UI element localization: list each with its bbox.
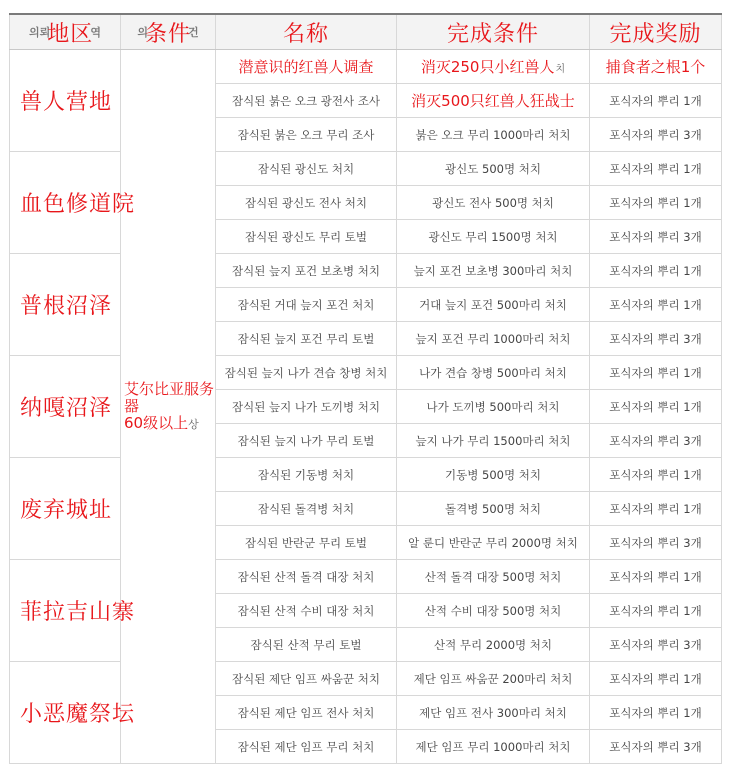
quest-name: 잠식된 돌격병 처치 <box>216 492 397 526</box>
quest-complete-condition: 산적 돌격 대장 500명 처치 <box>397 560 590 594</box>
quest-name: 잠식된 제단 임프 전사 처치 <box>216 696 397 730</box>
quest-reward: 포식자의 뿌리 1개 <box>590 288 722 322</box>
condition-server: 艾尔比亚服务器 <box>124 379 215 415</box>
quest-complete-text: 消灭250只小红兽人 <box>420 58 555 76</box>
quest-complete-condition: 거대 늪지 포건 500마리 처치 <box>397 288 590 322</box>
quest-reward: 捕食者之根1个 <box>590 50 722 84</box>
quest-complete-ko-tail: 치 <box>555 64 566 75</box>
quest-name: 잠식된 광신도 처치 <box>216 152 397 186</box>
quest-complete-condition: 나가 견습 창병 500마리 처치 <box>397 356 590 390</box>
condition-cell <box>121 50 216 764</box>
region-name: 兽人营地 <box>20 90 113 115</box>
quest-name: 잠식된 늪지 나가 도끼병 처치 <box>216 390 397 424</box>
table-row <box>10 662 722 696</box>
quest-reward: 포식자의 뿌리 3개 <box>590 118 722 152</box>
quest-complete-condition: 산적 수비 대장 500명 처치 <box>397 594 590 628</box>
region-name: 菲拉吉山寨 <box>20 600 136 625</box>
header-reward: 完成奖励 <box>590 14 722 50</box>
region-cell <box>10 458 121 560</box>
region-cell <box>10 254 121 356</box>
quest-complete-condition: 늪지 나가 무리 1500마리 처치 <box>397 424 590 458</box>
quest-complete-condition: 산적 무리 2000명 처치 <box>397 628 590 662</box>
quest-name: 잠식된 늪지 포건 무리 토벌 <box>216 322 397 356</box>
quest-name: 잠식된 산적 무리 토벌 <box>216 628 397 662</box>
region-name: 普根沼泽 <box>20 294 113 319</box>
table-row <box>10 356 722 390</box>
table-row <box>10 254 722 288</box>
quest-name: 잠식된 기동병 처치 <box>216 458 397 492</box>
header-region-ko-right: 역 <box>90 26 101 39</box>
region-cell <box>10 560 136 662</box>
region-cell <box>10 50 121 152</box>
quest-complete-condition: 알 룬디 반란군 무리 2000명 처치 <box>397 526 590 560</box>
quest-complete-condition <box>397 50 590 84</box>
header-name: 名称 <box>216 14 397 50</box>
quest-complete-condition <box>397 84 590 118</box>
condition-level <box>124 415 215 433</box>
table-row <box>10 50 722 84</box>
quest-body <box>10 50 722 764</box>
quest-complete-condition: 붉은 오크 무리 1000마리 처치 <box>397 118 590 152</box>
quest-name: 잠식된 늪지 나가 무리 토벌 <box>216 424 397 458</box>
condition-level-ko: 상 <box>188 417 199 431</box>
quest-complete-condition: 돌격병 500명 처치 <box>397 492 590 526</box>
region-name: 纳嘎沼泽 <box>20 396 113 421</box>
region-name: 废弃城址 <box>20 498 113 523</box>
quest-reward: 포식자의 뿌리 1개 <box>590 152 722 186</box>
header-condition-ko-left: 의 <box>137 26 148 39</box>
header-condition-ko-right: 건 <box>188 26 199 39</box>
quest-reward: 포식자의 뿌리 1개 <box>590 356 722 390</box>
table-row <box>10 152 722 186</box>
quest-reward: 포식자의 뿌리 1개 <box>590 458 722 492</box>
quest-complete-condition: 제단 임프 전사 300마리 처치 <box>397 696 590 730</box>
quest-reward: 포식자의 뿌리 3개 <box>590 730 722 764</box>
quest-name: 잠식된 거대 늪지 포건 처치 <box>216 288 397 322</box>
quest-reward: 포식자의 뿌리 1개 <box>590 696 722 730</box>
quest-name: 잠식된 광신도 전사 처치 <box>216 186 397 220</box>
quest-reward: 포식자의 뿌리 1개 <box>590 186 722 220</box>
header-region-label: 地区 <box>47 21 94 47</box>
region-cell <box>10 152 136 254</box>
quest-table <box>9 13 722 764</box>
quest-reward: 포식자의 뿌리 1개 <box>590 662 722 696</box>
quest-reward: 포식자의 뿌리 1개 <box>590 594 722 628</box>
quest-complete-condition: 제단 임프 무리 1000마리 처치 <box>397 730 590 764</box>
table-row <box>10 560 722 594</box>
quest-reward: 포식자의 뿌리 1개 <box>590 254 722 288</box>
quest-reward: 포식자의 뿌리 3개 <box>590 220 722 254</box>
quest-name: 잠식된 제단 임프 싸움꾼 처치 <box>216 662 397 696</box>
region-name: 血色修道院 <box>20 192 136 217</box>
quest-name: 잠식된 늪지 포건 보초병 처치 <box>216 254 397 288</box>
quest-complete-condition: 늪지 포건 무리 1000마리 처치 <box>397 322 590 356</box>
header-condition <box>121 14 216 50</box>
quest-complete-condition: 기동병 500명 처치 <box>397 458 590 492</box>
quest-complete-condition: 광신도 전사 500명 처치 <box>397 186 590 220</box>
header-row <box>10 14 722 50</box>
table-row <box>10 458 722 492</box>
header-complete: 完成条件 <box>397 14 590 50</box>
quest-complete-condition: 광신도 무리 1500명 처치 <box>397 220 590 254</box>
quest-reward: 포식자의 뿌리 1개 <box>590 560 722 594</box>
quest-reward: 포식자의 뿌리 1개 <box>590 84 722 118</box>
quest-name: 잠식된 산적 돌격 대장 처치 <box>216 560 397 594</box>
quest-name: 잠식된 붉은 오크 무리 조사 <box>216 118 397 152</box>
quest-complete-text: 消灭500只红兽人狂战士 <box>411 92 575 110</box>
quest-name: 잠식된 광신도 무리 토벌 <box>216 220 397 254</box>
quest-name: 잠식된 반란군 무리 토벌 <box>216 526 397 560</box>
quest-reward: 포식자의 뿌리 1개 <box>590 492 722 526</box>
quest-reward: 포식자의 뿌리 3개 <box>590 322 722 356</box>
quest-reward: 포식자의 뿌리 1개 <box>590 390 722 424</box>
condition-level-text: 60级以上 <box>124 413 189 432</box>
quest-name: 잠식된 산적 수비 대장 처치 <box>216 594 397 628</box>
quest-reward: 포식자의 뿌리 3개 <box>590 628 722 662</box>
region-cell <box>10 662 136 764</box>
quest-complete-condition: 제단 임프 싸움꾼 200마리 처치 <box>397 662 590 696</box>
header-condition-label: 条件 <box>144 21 191 47</box>
quest-name: 잠식된 붉은 오크 광전사 조사 <box>216 84 397 118</box>
quest-name: 잠식된 제단 임프 무리 처치 <box>216 730 397 764</box>
quest-complete-condition: 나가 도끼병 500마리 처치 <box>397 390 590 424</box>
quest-name: 잠식된 늪지 나가 견습 창병 처치 <box>216 356 397 390</box>
region-cell <box>10 356 121 458</box>
quest-name: 潜意识的红兽人调查 <box>216 50 397 84</box>
quest-reward: 포식자의 뿌리 3개 <box>590 424 722 458</box>
quest-complete-condition: 광신도 500명 처치 <box>397 152 590 186</box>
quest-complete-condition: 늪지 포건 보초병 300마리 처치 <box>397 254 590 288</box>
region-name: 小恶魔祭坛 <box>20 702 136 727</box>
header-region <box>10 14 121 50</box>
header-region-ko-left: 의뢰 <box>29 26 51 39</box>
quest-reward: 포식자의 뿌리 3개 <box>590 526 722 560</box>
